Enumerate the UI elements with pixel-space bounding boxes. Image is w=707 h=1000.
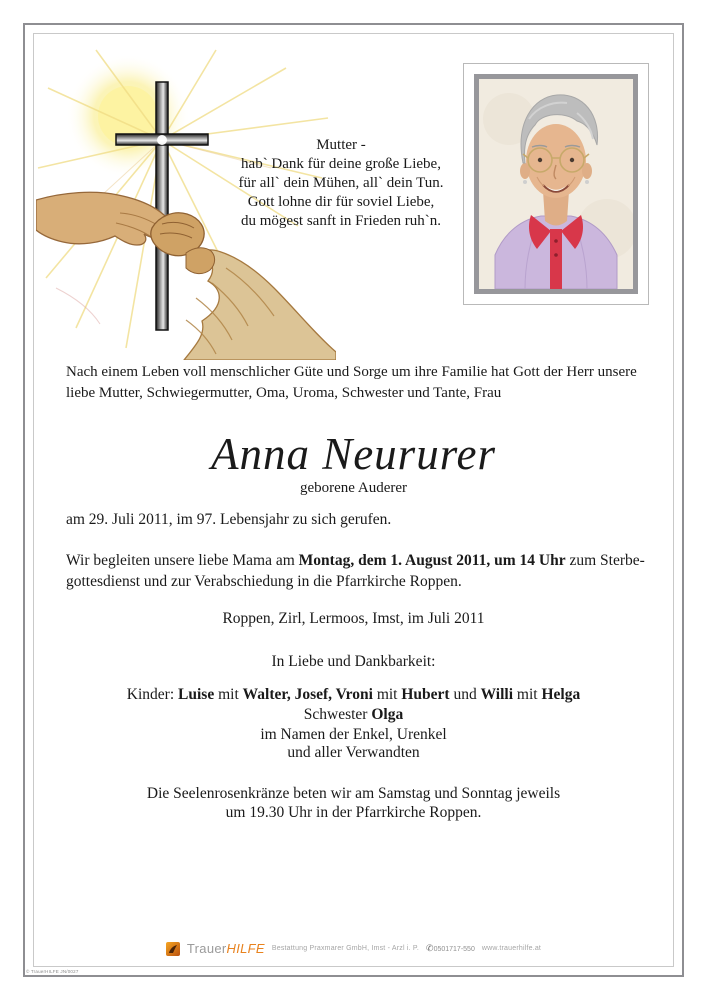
funeral-text-pre: Wir begleiten unsere liebe Mama am [66,552,299,569]
brand-hilfe: HILFE [226,941,265,956]
children-connector: und [449,686,481,703]
website-link: www.trauerhilfe.at [481,945,542,952]
phone-line [426,943,475,954]
rosary-line-2: um 19.30 Uhr in der Pfarrkirche Roppen. [225,803,482,821]
children-connector: mit [214,686,243,703]
sister-name: Olga [371,706,404,723]
verse-line: hab` Dank für deine große Liebe, [241,156,441,172]
child-name: Helga [541,686,581,703]
print-credit: © TrauerHILFE JN/0027 [26,969,79,974]
portrait-illustration [479,79,633,289]
places-line: Roppen, Zirl, Lermoos, Imst, im Juli 2011 [222,610,485,627]
verse-line: für all` dein Mühen, all` dein Tun. [238,175,444,191]
child-name: Hubert [401,686,450,703]
phone-icon: ✆ [426,943,434,953]
phone-number: 0501717-550 [433,946,475,953]
intro-line-2: liebe Mutter, Schwiegermutter, Oma, Uroma, Schwester und Tante, Frau [66,385,502,401]
child-name: Willi [480,686,514,703]
children-label: Kinder: [126,686,179,703]
trauerhilfe-brand [187,941,265,956]
funeral-text-post1: zum Sterbe- [565,552,645,569]
child-name: Walter, Josef, Vroni [242,686,373,703]
funeral-text-post2: gottesdienst und zur Verabschiedung in die Pfarrkirche Roppen. [66,572,462,590]
rosary-notice [0,785,707,822]
brand-trauer: Trauer [186,941,227,956]
deceased-name: Anna Neururer [210,429,497,479]
gratitude-line: In Liebe und Dankbarkeit: [271,653,436,670]
child-name: Luise [178,686,215,703]
sister-label: Schwester [303,706,372,723]
memorial-verse [206,136,476,231]
funeral-datetime: Montag, dem 1. August 2011, um 14 Uhr [298,552,566,569]
children-connector: mit [513,686,542,703]
portrait-photo-frame [463,63,649,305]
intro-line-1: Nach einem Leben voll menschlicher Güte und Sorge um ihre Familie hat Gott der Herr unsere [66,364,637,380]
relatives-line: und aller Verwandten [287,744,420,761]
grandchildren-line: im Namen der Enkel, Urenkel [260,726,447,743]
verse-line: du mögest sanft in Frieden ruh`n. [241,213,441,229]
children-line [0,686,707,704]
portrait-photo [474,74,638,294]
robed-arm [184,248,336,360]
sister-line [0,706,707,724]
funeral-paragraph [66,551,666,592]
verse-line: Mutter - [316,137,366,153]
rosary-line-1: Die Seelenrosenkränze beten wir am Samstag und Sonntag jeweils [146,785,561,802]
verse-line: Gott lohne dir für soviel Liebe, [247,194,435,210]
company-line: Bestattung Praxmarer GmbH, Imst - Arzl i. P. [271,945,420,952]
children-connector: mit [372,686,402,703]
trauerhilfe-logo-icon [166,942,180,956]
death-date-line: am 29. Juli 2011, im 97. Lebensjahr zu sich gerufen. [66,511,392,528]
maiden-name: geborene Auderer [299,480,408,496]
intro-paragraph [66,362,666,404]
funeral-home-footer [0,941,707,956]
